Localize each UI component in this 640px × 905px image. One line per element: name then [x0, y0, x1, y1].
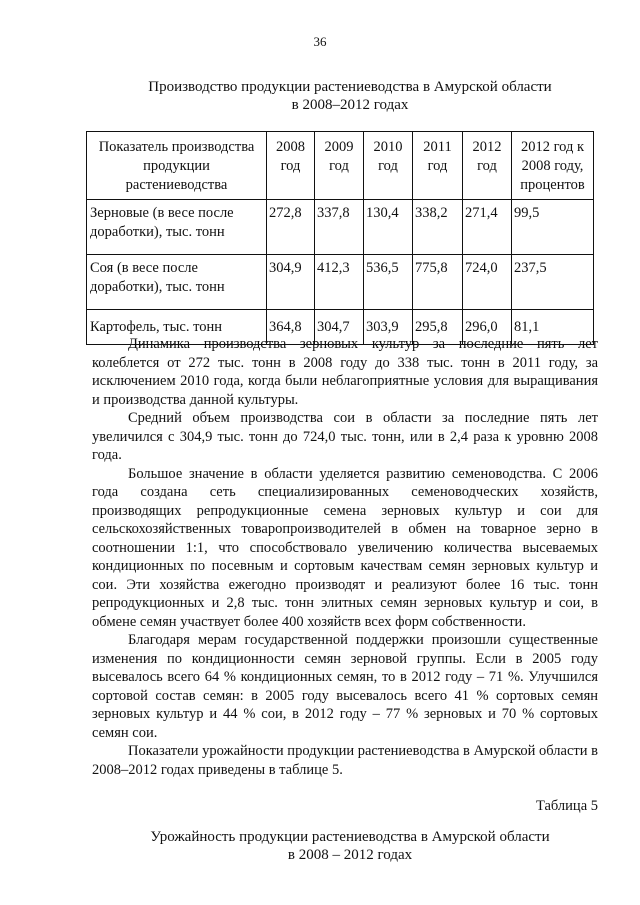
table-title-line2: в 2008–2012 годах: [291, 97, 409, 113]
table-title: [90, 78, 610, 114]
header-2010: 2010 год: [364, 132, 413, 200]
next-table-title-line1: Урожайность продукции растениеводства в Амурской области: [150, 829, 550, 845]
cell-2010: 536,5: [364, 255, 413, 310]
cell-2011: 775,8: [413, 255, 463, 310]
table-title-line1: Производство продукции растениеводства в Амурской области: [148, 79, 552, 95]
table-header-row: [87, 132, 594, 200]
cell-2010: 130,4: [364, 200, 413, 255]
cell-2012: 724,0: [463, 255, 512, 310]
next-table-title: [90, 828, 610, 864]
production-table: [86, 131, 594, 345]
cell-2012: 271,4: [463, 200, 512, 255]
cell-2008: 304,9: [267, 255, 315, 310]
cell-2008: 364,8: [267, 310, 315, 345]
cell-2011: 295,8: [413, 310, 463, 345]
cell-2011: 338,2: [413, 200, 463, 255]
paragraph: Большое значение в области уделяется развитию семеноводства. С 2006 года создана сеть специализированных семеноводческих хозяйств, производящих репродукционные семена зерновых культур и сои для сельскохозяйственных товаропроизводителей в обмен на товарное зерно в соотношении 1:1, что способствовало увеличению количества высеваемых кондиционных по посевным и сортовым качествам семян зерновых культур и сои. Эти хозяйства ежегодно производят и реализуют более 16 тыс. тонн репродукционных и 2,8 тыс. тонн элитных семян зерновых культур и сои, в обмене семян участвует более 400 хозяйств всех форм собственности.: [92, 465, 598, 630]
table-row: [87, 255, 594, 310]
header-indicator: Показатель производства продукции растениеводства: [87, 132, 267, 200]
cell-2008: 272,8: [267, 200, 315, 255]
header-percent: 2012 год к 2008 году, процентов: [512, 132, 594, 200]
cell-percent: 99,5: [512, 200, 594, 255]
header-2009: 2009 год: [315, 132, 364, 200]
cell-2009: 337,8: [315, 200, 364, 255]
paragraph: Показатели урожайности продукции растениеводства в Амурской области в 2008–2012 годах приведены в таблице 5.: [92, 743, 598, 778]
body-text: [92, 335, 598, 779]
cell-2010: 303,9: [364, 310, 413, 345]
paragraph: Благодаря мерам государственной поддержки произошли существенные изменения по кондиционности семян зерновой группы. Если в 2005 году высевалось всего 64 % кондиционных семян, то в 2012 году – 71 %. Улучшился сортовой состав семян: в 2005 году высевалось всего 41 % сортовых семян зерновых культур и 44 % сои, в 2012 году – 77 % зерновых и 70 % сортовых семян сои.: [92, 632, 598, 741]
paragraph: Динамика производства зерновых культур за последние пять лет колеблется от 272 тыс. тонн в 2008 году до 338 тыс. тонн в 2011 году, за исключением 2010 года, когда были неблагоприятные условия для выращивания и производства данной культуры.: [92, 336, 598, 408]
header-2011: 2011 год: [413, 132, 463, 200]
cell-percent: 81,1: [512, 310, 594, 345]
next-table-title-line2: в 2008 – 2012 годах: [287, 847, 413, 863]
row-name: Соя (в весе после доработки), тыс. тонн: [87, 255, 267, 310]
row-name: Зерновые (в весе после доработки), тыс. тонн: [87, 200, 267, 255]
paragraph: Средний объем производства сои в области за последние пять лет увеличился с 304,9 тыс. тонн до 724,0 тыс. тонн, или в 2,4 раза к уровню 2008 года.: [92, 410, 598, 463]
header-2008: 2008 год: [267, 132, 315, 200]
table-reference: Таблица 5: [535, 798, 598, 814]
header-2012: 2012 год: [463, 132, 512, 200]
row-name: Картофель, тыс. тонн: [87, 310, 267, 345]
cell-2009: 304,7: [315, 310, 364, 345]
cell-percent: 237,5: [512, 255, 594, 310]
page-number: 36: [313, 34, 327, 49]
cell-2009: 412,3: [315, 255, 364, 310]
table-row: [87, 200, 594, 255]
cell-2012: 296,0: [463, 310, 512, 345]
